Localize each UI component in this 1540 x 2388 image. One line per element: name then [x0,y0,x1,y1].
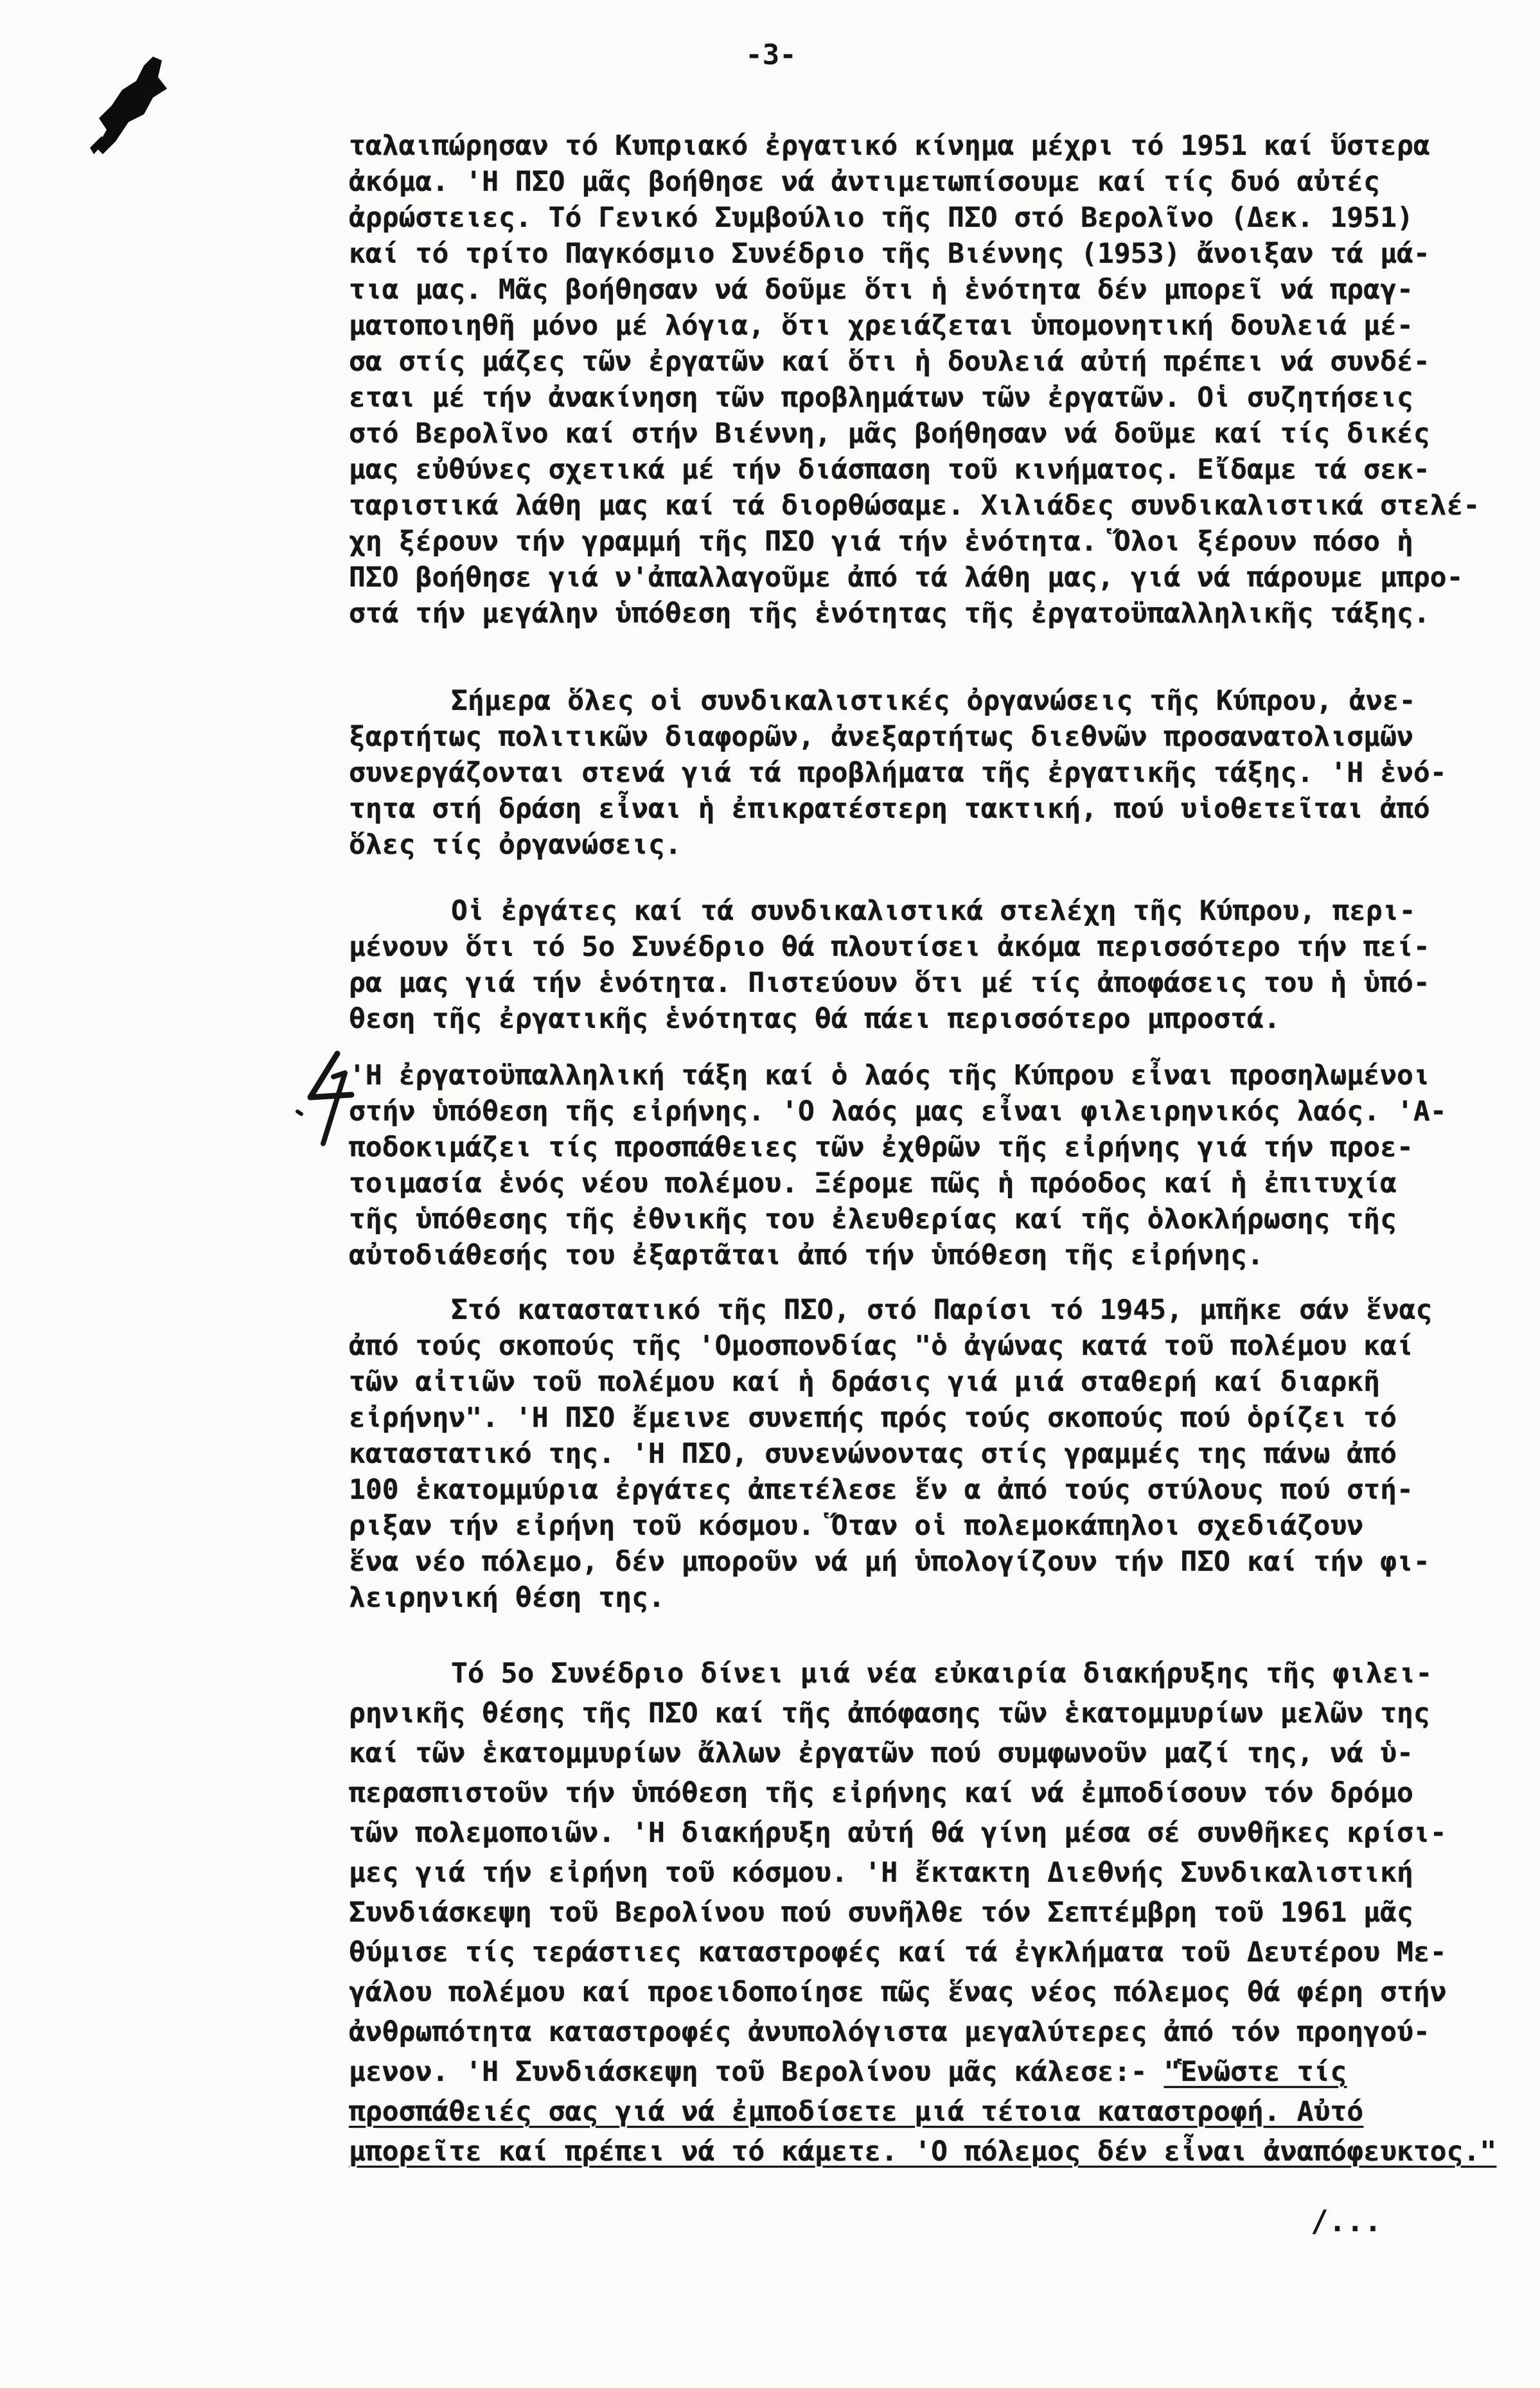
text-line: τῆς ὑπόθεσης τῆς ἐθνικῆς του ἐλευθερίας καί τῆς ὁλοκλήρωσης τῆς [349,1203,1397,1235]
text-line: ἀρρώστειες. Τό Γενικό Συμβούλιο τῆς ΠΣΟ στό Βερολῖνο (Δεκ. 1951) [349,202,1413,234]
text-line: τοιμασία ἑνός νέου πολέμου. Ξέρομε πῶς ἡ πρόοδος καί ἡ ἐπιτυχία [349,1167,1397,1199]
text-line: 100 ἑκατομμύρια ἐργάτες ἀπετέλεσε ἕν α ἀπό τούς στύλους πού στή- [349,1474,1413,1506]
text-line: εἰρήνην". 'Η ΠΣΟ ἔμεινε συνεπής πρός τούς σκοπούς πού ὁρίζει τό [349,1402,1397,1434]
paragraph [349,683,1505,863]
text-line: ταριστικά λάθη μας καί τά διορθώσαμε. Χιλιάδες συνδικαλιστικά στελέ- [349,490,1480,522]
paragraph [349,1654,1505,2171]
text-line: Σήμερα ὅλες οἱ συνδικαλιστικές ὀργανώσεις τῆς Κύπρου, ἀνε- [451,685,1416,717]
text-line: ἀκόμα. 'Η ΠΣΟ μᾶς βοήθησε νά ἀντιμετωπίσουμε καί τίς δυό αὐτές [349,166,1381,198]
text-line: ποδοκιμάζει τίς προσπάθειες τῶν ἐχθρῶν τῆς εἰρήνης γιά τήν προε- [349,1131,1413,1163]
text-line: τῶν αἰτιῶν τοῦ πολέμου καί ἡ δράσις γιά μιά σταθερή καί διαρκῆ [349,1366,1381,1398]
text-line: χη ξέρουν τήν γραμμή τῆς ΠΣΟ γιά τήν ἑνότητα. Ὅλοι ξέρουν πόσο ἡ [349,526,1413,558]
text-line: τια μας. Μᾶς βοήθησαν νά δοῦμε ὅτι ἡ ἑνότητα δέν μπορεῖ νά πραγ- [349,274,1413,306]
text-line: γάλου πολέμου καί προειδοποίησε πῶς ἕνας νέος πόλεμος θά φέρη στήν [349,1976,1447,2008]
text-line: ΠΣΟ βοήθησε γιά ν'ἀπαλλαγοῦμε ἀπό τά λάθη μας, γιά νά πάρουμε μπρο- [349,562,1464,594]
text-line: Οἱ ἐργάτες καί τά συνδικαλιστικά στελέχη τῆς Κύπρου, περι- [451,895,1416,927]
underlined-quote: "Ἑνῶστε τίς [1164,2056,1347,2088]
text-line: Συνδιάσκεψη τοῦ Βερολίνου πού συνῆλθε τόν Σεπτέμβρη τοῦ 1961 μᾶς [349,1897,1413,1929]
text-line: σα στίς μάζες τῶν ἐργατῶν καί ὅτι ἡ δουλειά αὐτή πρέπει νά συνδέ- [349,346,1430,378]
text-line: ματοποιηθῆ μόνο μέ λόγια, ὅτι χρειάζεται ὑπομονητική δουλειά μέ- [349,310,1413,342]
continuation-mark: /... [1311,2204,1382,2238]
text-line: ὅλες τίς ὀργανώσεις. [349,829,682,861]
paragraph [349,893,1505,1037]
ink-blot-mark [77,51,180,161]
underlined-quote-line: μπορεῖτε καί πρέπει νά τό κάμετε. 'Ο πόλεμος δέν εἶναι ἀναπόφευκτος." [349,2136,1497,2168]
text-line: ἀπό τούς σκοπούς τῆς 'Ομοσπονδίας "ὁ ἀγώνας κατά τοῦ πολέμου καί [349,1330,1413,1362]
text-line: ξαρτήτως πολιτικῶν διαφορῶν, ἀνεξαρτήτως διεθνῶν προσανατολισμῶν [349,721,1413,753]
text-line: ἕνα νέο πόλεμο, δέν μποροῦν νά μή ὑπολογίζουν τήν ΠΣΟ καί τήν φι- [349,1546,1430,1578]
text-line: θύμισε τίς τεράστιες καταστροφές καί τά ἐγκλήματα τοῦ Δευτέρου Με- [349,1936,1447,1968]
text-line: στήν ὑπόθεση τῆς εἰρήνης. 'Ο λαός μας εἶναι φιλειρηνικός λαός. 'Α- [349,1095,1447,1128]
paragraph [349,128,1505,632]
text-line: ρηνικῆς θέσης τῆς ΠΣΟ καί τῆς ἀπόφασης τῶν ἑκατομμυρίων μελῶν της [349,1697,1430,1729]
text-line: μένουν ὅτι τό 5ο Συνέδριο θά πλουτίσει ἀκόμα περισσότερο τήν πεί- [349,931,1430,963]
text-line: στό Βερολῖνο καί στήν Βιέννη, μᾶς βοήθησαν νά δοῦμε καί τίς δικές [349,418,1430,450]
page-number: -3- [745,39,797,71]
text-line: συνεργάζονται στενά γιά τά προβλήματα τῆς ἐργατικῆς τάξης. 'Η ἑνό- [349,757,1447,789]
text-line: ταλαιπώρησαν τό Κυπριακό ἐργατικό κίνημα μέχρι τό 1951 καί ὕστερα [349,130,1430,162]
text-line: αὐτοδιάθεσής του ἐξαρτᾶται ἀπό τήν ὑπόθεση τῆς εἰρήνης. [349,1239,1264,1271]
text-line: τητα στή δράση εἶναι ἡ ἐπικρατέστερη τακτική, πού υἱοθετεῖται ἀπό [349,793,1430,825]
text-line: Τό 5ο Συνέδριο δίνει μιά νέα εὐκαιρία διακήρυξης τῆς φιλει- [451,1658,1433,1690]
text-line: Στό καταστατικό τῆς ΠΣΟ, στό Παρίσι τό 1945, μπῆκε σάν ἕνας [451,1294,1433,1326]
text-line: καταστατικό της. 'Η ΠΣΟ, συνενώνοντας στίς γραμμές της πάνω ἀπό [349,1438,1397,1470]
text-line: ριξαν τήν εἰρήνη τοῦ κόσμου. Ὅταν οἱ πολεμοκάπηλοι σχεδιάζουν [349,1510,1364,1542]
text-line: περασπιστοῦν τήν ὑπόθεση τῆς εἰρήνης καί νά ἐμποδίσουν τόν δρόμο [349,1777,1413,1809]
text-line: μες γιά τήν εἰρήνη τοῦ κόσμου. 'Η ἔκτακτη Διεθνής Συνδικαλιστική [349,1857,1413,1889]
text-line [349,2052,1505,2092]
text-line-lead: μενον. 'Η Συνδιάσκεψη τοῦ Βερολίνου μᾶς κάλεσε:- [349,2056,1164,2088]
paragraph [349,1292,1505,1616]
text-line: τῶν πολεμοποιῶν. 'Η διακήρυξη αὐτή θά γίνη μέσα σέ συνθῆκες κρίσι- [349,1817,1447,1849]
text-line: λειρηνική θέση της. [349,1582,665,1614]
text-line: ἀνθρωπότητα καταστροφές ἀνυπολόγιστα μεγαλύτερες ἀπό τόν προηγού- [349,2016,1430,2048]
text-line: 'Η ἐργατοϋπαλληλική τάξη καί ὁ λαός τῆς Κύπρου εἶναι προσηλωμένοι [349,1059,1430,1092]
text-line: εται μέ τήν ἀνακίνηση τῶν προβλημάτων τῶν ἐργατῶν. Οἱ συζητήσεις [349,382,1413,414]
text-line: μας εὐθύνες σχετικά μέ τήν διάσπαση τοῦ κινήματος. Εἴδαμε τά σεκ- [349,454,1430,486]
paragraph [349,1057,1505,1273]
text-line: καί τό τρίτο Παγκόσμιο Συνέδριο τῆς Βιέννης (1953) ἄνοιξαν τά μά- [349,238,1430,270]
text-line: θεση τῆς ἐργατικῆς ἑνότητας θά πάει περισσότερο μπροστά. [349,1003,1280,1035]
text-line: καί τῶν ἑκατομμυρίων ἄλλων ἐργατῶν πού συμφωνοῦν μαζί της, νά ὑ- [349,1737,1413,1769]
underlined-quote-line: προσπάθειές σας γιά νά ἐμποδίσετε μιά τέτοια καταστροφή. Αὐτό [349,2096,1364,2128]
text-line: στά τήν μεγάλην ὑπόθεση τῆς ἑνότητας τῆς ἐργατοϋπαλληλικῆς τάξης. [349,597,1430,630]
text-line: ρα μας γιά τήν ἑνότητα. Πιστεύουν ὅτι μέ τίς ἀποφάσεις του ἡ ὑπό- [349,967,1430,999]
